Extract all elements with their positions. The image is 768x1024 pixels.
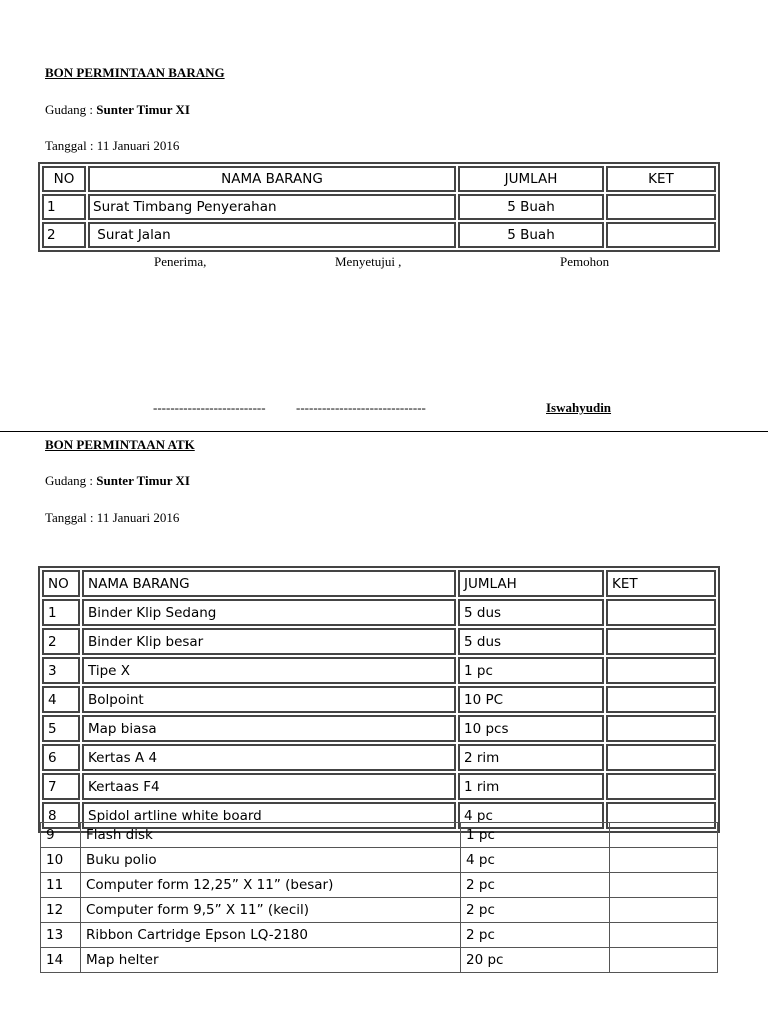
section2-table (38, 566, 720, 833)
header-ket: KET (606, 166, 716, 192)
cell-nama: Kertaas F4 (82, 773, 456, 800)
cell-no: 12 (41, 898, 81, 923)
cell-no: 1 (42, 194, 86, 220)
section1-table (38, 162, 720, 252)
cell-ket (606, 222, 716, 248)
cell-no: 3 (42, 657, 80, 684)
table-row (41, 848, 718, 873)
cell-nama: Surat Jalan (88, 222, 456, 248)
table-row (41, 898, 718, 923)
section1-title: BON PERMINTAAN BARANG (45, 65, 225, 80)
cell-no: 10 (41, 848, 81, 873)
gudang-label: Gudang : (45, 102, 97, 117)
cell-jumlah: 1 pc (458, 657, 604, 684)
cell-ket (610, 848, 718, 873)
header-nama-barang: NAMA BARANG (82, 570, 456, 597)
cell-jumlah: 10 pcs (458, 715, 604, 742)
cell-no: 13 (41, 923, 81, 948)
cell-nama: Ribbon Cartridge Epson LQ-2180 (81, 923, 461, 948)
cell-no: 7 (42, 773, 80, 800)
cell-jumlah: 2 pc (461, 923, 610, 948)
section1-gudang (45, 102, 190, 118)
cell-no: 4 (42, 686, 80, 713)
cell-nama: Bolpoint (82, 686, 456, 713)
table-header-row (42, 570, 716, 597)
table-row (42, 744, 716, 771)
cell-ket (610, 823, 718, 848)
header-nama-barang: NAMA BARANG (88, 166, 456, 192)
cell-jumlah: 10 PC (458, 686, 604, 713)
cell-jumlah: 1 pc (461, 823, 610, 848)
section2-table-continued (40, 822, 718, 973)
table-row (41, 923, 718, 948)
signature-name-pemohon: Iswahyudin (546, 400, 612, 415)
signature-menyetujui: Menyetujui , (335, 254, 402, 269)
signature-pemohon: Pemohon (560, 254, 610, 269)
cell-nama: Kertas A 4 (82, 744, 456, 771)
cell-nama: Flash disk (81, 823, 461, 848)
cell-no: 1 (42, 599, 80, 626)
cell-jumlah: 5 Buah (458, 222, 604, 248)
cell-ket (606, 715, 716, 742)
cell-jumlah: 5 dus (458, 628, 604, 655)
table-row (41, 873, 718, 898)
cell-ket (610, 873, 718, 898)
cell-ket (606, 194, 716, 220)
cell-nama: Binder Klip besar (82, 628, 456, 655)
cell-ket (606, 599, 716, 626)
section2-title: BON PERMINTAAN ATK (45, 437, 195, 452)
table-row (42, 715, 716, 742)
cell-ket (606, 657, 716, 684)
gudang-value: Sunter Timur XI (96, 473, 190, 488)
signature-line-menyetujui: ------------------------------ (296, 400, 426, 415)
cell-ket (610, 923, 718, 948)
cell-nama: Tipe X (82, 657, 456, 684)
header-jumlah: JUMLAH (458, 570, 604, 597)
cell-nama: Map biasa (82, 715, 456, 742)
gudang-value: Sunter Timur XI (96, 102, 190, 117)
cell-jumlah: 5 dus (458, 599, 604, 626)
section-divider (0, 431, 768, 432)
cell-ket (606, 744, 716, 771)
cell-jumlah: 2 rim (458, 744, 604, 771)
table-row (42, 657, 716, 684)
section2-gudang (45, 473, 190, 489)
cell-nama: Spidol artline white board (82, 802, 456, 829)
cell-no: 14 (41, 948, 81, 973)
header-no: NO (42, 166, 86, 192)
header-ket: KET (606, 570, 716, 597)
table-row (42, 773, 716, 800)
cell-nama: Buku polio (81, 848, 461, 873)
cell-jumlah: 5 Buah (458, 194, 604, 220)
section1-tanggal: Tanggal : 11 Januari 2016 (45, 138, 180, 153)
table-row (41, 948, 718, 973)
table-row (42, 686, 716, 713)
cell-ket (606, 628, 716, 655)
cell-jumlah: 2 pc (461, 898, 610, 923)
cell-jumlah: 4 pc (461, 848, 610, 873)
table-header-row (42, 166, 716, 192)
cell-ket (606, 686, 716, 713)
table-row (42, 599, 716, 626)
cell-no: 2 (42, 628, 80, 655)
cell-no: 5 (42, 715, 80, 742)
table-row (42, 194, 716, 220)
table-row (42, 628, 716, 655)
signature-line-penerima: -------------------------- (153, 400, 266, 415)
cell-nama: Binder Klip Sedang (82, 599, 456, 626)
cell-no: 6 (42, 744, 80, 771)
cell-ket (610, 898, 718, 923)
gudang-label: Gudang : (45, 473, 97, 488)
header-jumlah: JUMLAH (458, 166, 604, 192)
cell-ket (610, 948, 718, 973)
table-row (41, 823, 718, 848)
cell-jumlah: 1 rim (458, 773, 604, 800)
cell-nama: Computer form 12,25” X 11” (besar) (81, 873, 461, 898)
cell-ket (606, 773, 716, 800)
cell-jumlah: 2 pc (461, 873, 610, 898)
table-row (42, 222, 716, 248)
cell-nama: Map helter (81, 948, 461, 973)
cell-nama: Computer form 9,5” X 11” (kecil) (81, 898, 461, 923)
signature-penerima: Penerima, (154, 254, 207, 269)
section2-tanggal: Tanggal : 11 Januari 2016 (45, 510, 180, 525)
cell-no: 11 (41, 873, 81, 898)
cell-no: 2 (42, 222, 86, 248)
cell-jumlah: 4 pc (458, 802, 604, 829)
cell-nama: Surat Timbang Penyerahan (88, 194, 456, 220)
cell-no: 9 (41, 823, 81, 848)
header-no: NO (42, 570, 80, 597)
cell-no: 8 (42, 802, 80, 829)
cell-jumlah: 20 pc (461, 948, 610, 973)
